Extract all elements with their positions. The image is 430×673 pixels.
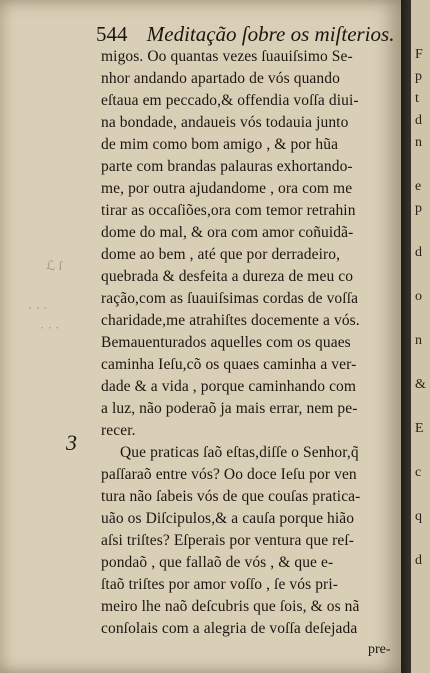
text-line: ſtaõ triſtes por amor voſſo , ſe vós pri- [101, 576, 338, 593]
facing-page-fragment: p [415, 69, 422, 84]
facing-page-fragment: c [415, 465, 422, 480]
text-line: parte com brandas palauras exhortando- [101, 158, 353, 175]
facing-page-fragment: & [415, 377, 426, 392]
text-line: Que praticas ſaõ eſtas,diſſe o Senhor,q̃ [120, 444, 359, 461]
text-line: recer. [101, 422, 136, 439]
facing-page-fragment: d [415, 553, 422, 568]
facing-page-fragment: q [415, 509, 422, 524]
text-line: migos. Oo quantas vezes ſuauiſsimo Se- [101, 48, 353, 65]
text-line: meiro lhe naõ deſcubris que ſois, & os nã [101, 598, 360, 615]
text-line: me, por outra ajudandome , ora com me [101, 180, 353, 197]
facing-page-fragment: d [415, 113, 422, 128]
text-line: uão os Diſcipulos,& a cauſa porque hião [101, 510, 355, 527]
text-line: dade & a vida , porque caminhando com [101, 378, 357, 395]
facing-page-fragment: n [415, 333, 422, 348]
text-line: conſolais com a alegria de voſſa deſejada [101, 620, 358, 637]
text-line: ração,com as ſuauiſsimas cordas de voſſa [101, 290, 359, 307]
text-line: na bondade, andaueis vós todauia junto [101, 114, 349, 131]
margin-section-number: 3 [66, 430, 77, 455]
facing-page-fragment: t [415, 91, 419, 106]
running-title: Meditação ſobre os miſterios. [146, 22, 395, 46]
catchword: pre- [368, 642, 391, 657]
facing-page-fragment: e [415, 179, 422, 194]
facing-page-edge [411, 0, 430, 673]
text-line: a luz, não poderaõ ja mais errar, nem pe- [101, 400, 358, 417]
text-line: Bemauenturados aquelles com os quaes [101, 334, 351, 351]
facing-page-fragment: p [415, 201, 422, 216]
facing-page-fragment: n [415, 135, 422, 150]
text-line: dome ao bem , até que por derradeiro, [101, 246, 341, 263]
text-line: tura não ſabeis vós de que couſas pratica- [101, 488, 361, 505]
facing-page-fragment: E [415, 421, 424, 436]
margin-bleed-mark: · · · [28, 300, 48, 315]
facing-page-fragment: F [415, 47, 423, 62]
text-line: caminha Ieſu,cõ os quaes caminha a ver- [101, 356, 357, 373]
margin-bleed-mark: ℒ ſ [46, 258, 63, 273]
facing-page-fragment: d [415, 245, 422, 260]
text-line: dome do mal, & ora com amor coñuidã- [101, 224, 354, 241]
text-line: eſtaua em peccado,& offendia voſſa diui- [101, 92, 359, 109]
text-line: paſſaraõ entre vós? Oo doce Ieſu por ven [101, 466, 357, 483]
margin-bleed-mark: · · · [40, 320, 60, 335]
text-line: tirar as occaſiões,ora com temor retrahin [101, 202, 356, 219]
text-line: quebrada & desfeita a dureza de meu co [101, 268, 354, 285]
text-line: pondaõ , que fallaõ de vós , & que e- [101, 554, 334, 571]
text-line: aſsi triſtes? Eſperais por ventura que reſ- [101, 532, 355, 549]
book-gutter [401, 0, 411, 673]
text-line: charidade,me atrahiſtes docemente a vós. [101, 312, 360, 329]
page-header [96, 22, 394, 47]
facing-page-fragment: o [415, 289, 422, 304]
page-number: 544 [96, 22, 128, 46]
text-line: de mim como bom amigo , & por hũa [101, 136, 339, 153]
text-line: nhor andando apartado de vós quando [101, 70, 340, 87]
